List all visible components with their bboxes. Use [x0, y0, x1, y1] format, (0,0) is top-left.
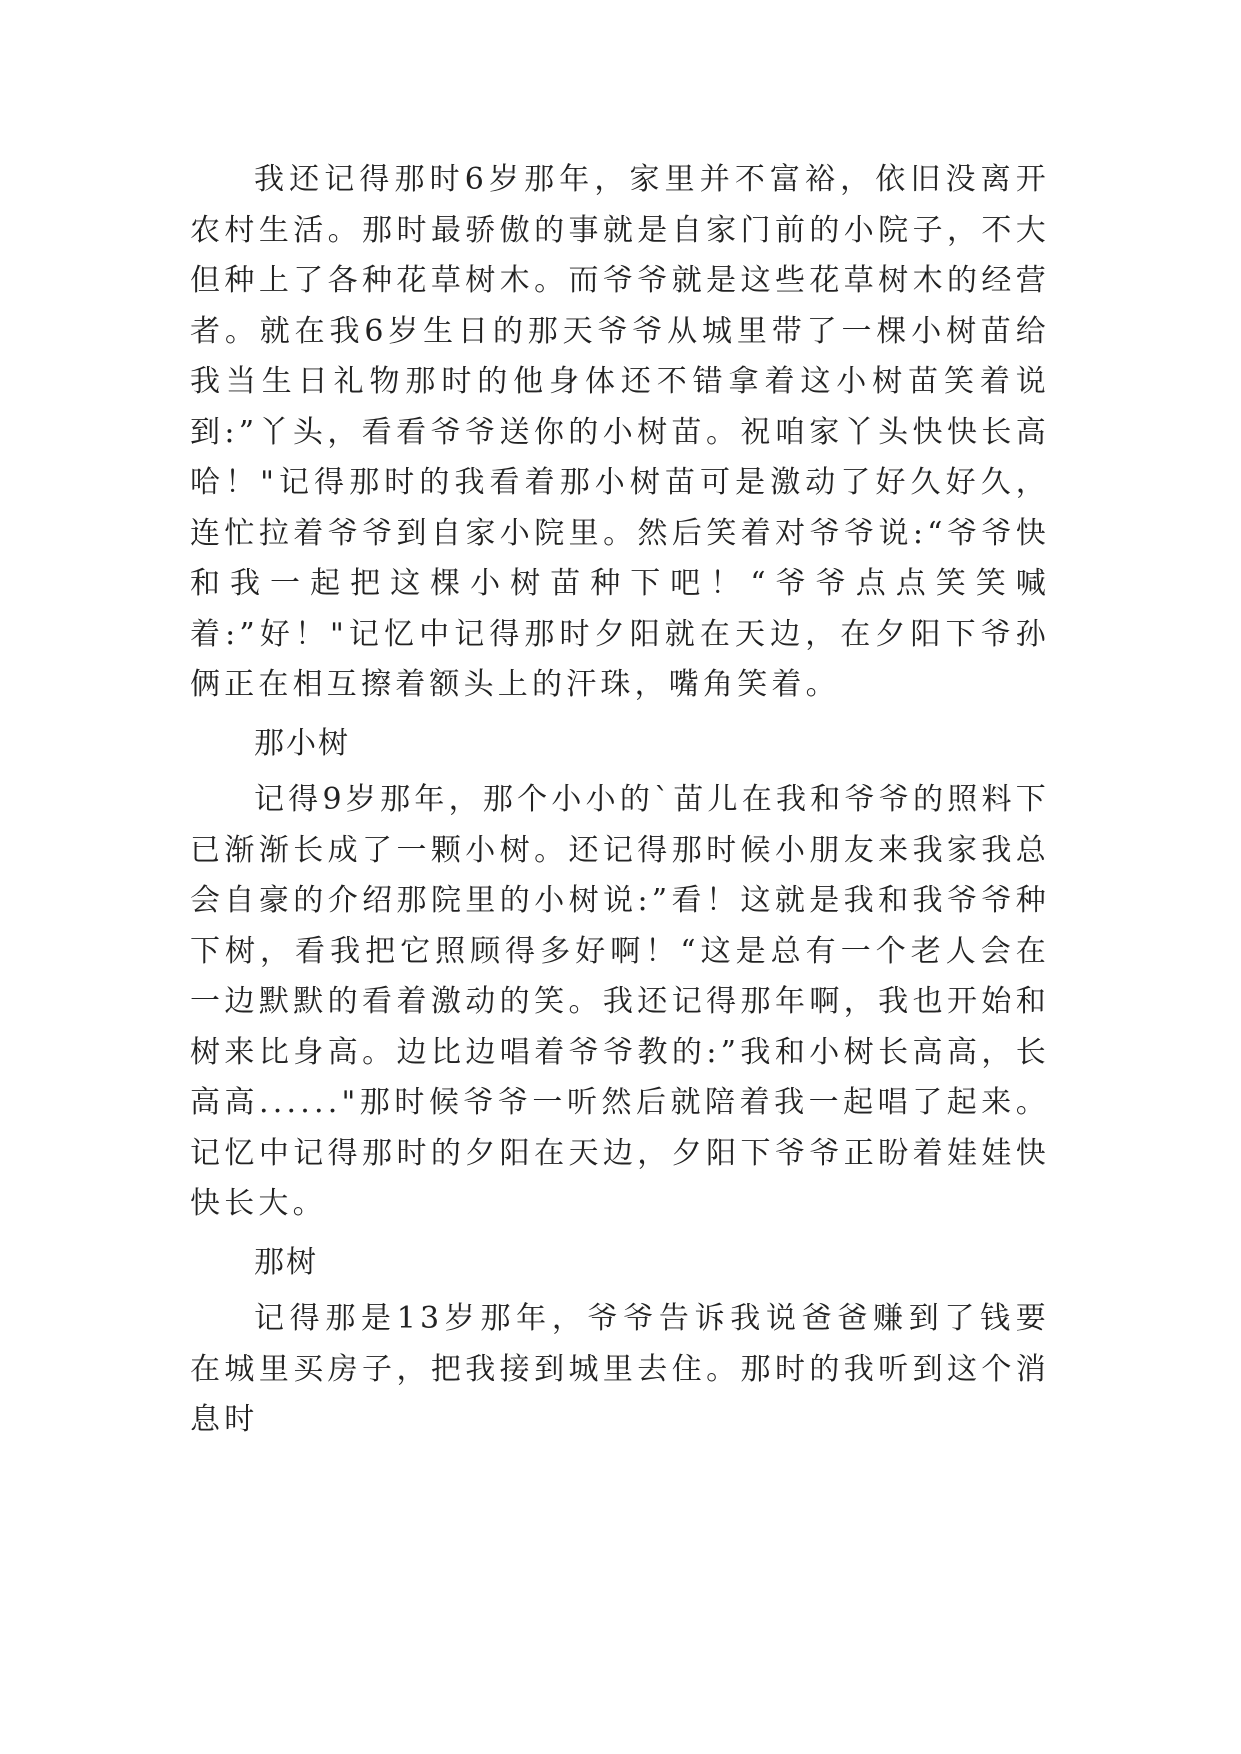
document-body [190, 155, 1050, 1446]
paragraph-growing-tree: 记得9岁那年，那个小小的`苗儿在我和爷爷的照料下已渐渐长成了一颗小树。还记得那时候小朋友来我家我总会自豪的介绍那院里的小树说:”看！这就是我和我爷爷种下树，看我把它照顾得多好啊！“这是总有一个老人会在一边默默的看着激动的笑。我还记得那年啊，我也开始和树来比身高。边比边唱着爷爷教的:”我和小树长高高，长高高......"那时候爷爷一听然后就陪着我一起唱了起来。记忆中记得那时的夕阳在天边，夕阳下爷爷正盼着娃娃快快长大。 [190, 782, 1050, 1221]
section-heading-small-tree: 那小树 [254, 725, 350, 761]
paragraph-moving-to-city: 记得那是13岁那年，爷爷告诉我说爸爸赚到了钱要在城里买房子，把我接到城里去住。那时的我听到这个消息时 [190, 1301, 1050, 1437]
section-heading-the-tree: 那树 [254, 1244, 318, 1280]
paragraph-planting-seedling: 我还记得那时6岁那年，家里并不富裕，依旧没离开农村生活。那时最骄傲的事就是自家门前的小院子，不大但种上了各种花草树木。而爷爷就是这些花草树木的经营者。就在我6岁生日的那天爷爷从城里带了一棵小树苗给我当生日礼物那时的他身体还不错拿着这小树苗笑着说到:”丫头，看看爷爷送你的小树苗。祝咱家丫头快快长高哈！"记得那时的我看着那小树苗可是激动了好久好久，连忙拉着爷爷到自家小院里。然后笑着对爷爷说:“爷爷快和我一起把这棵小树苗种下吧！“爷爷点点笑笑喊着:”好！"记忆中记得那时夕阳就在天边，在夕阳下爷孙俩正在相互擦着额头上的汗珠，嘴角笑着。 [190, 162, 1050, 702]
